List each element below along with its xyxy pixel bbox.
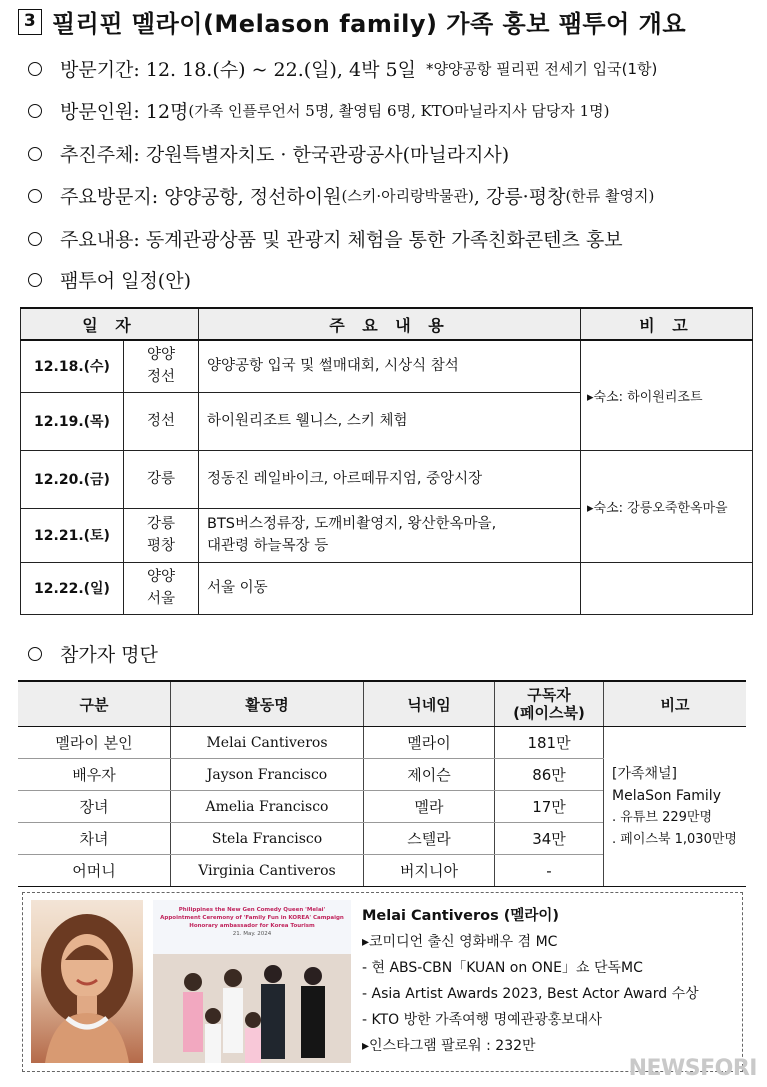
table-row: 12.20.(금) 강릉 정동진 레일바이크, 아르떼뮤지엄, 중앙시장 ▸숙소: 강릉오죽한옥마을 [21, 450, 753, 508]
header-remarks: 비 고 [581, 308, 753, 340]
circle-bullet-icon [28, 104, 42, 118]
period-note: *양양공항 필리핀 전세기 입국(1항) [425, 60, 658, 78]
bullet-period: 방문기간: 12. 18.(수) ~ 22.(일), 4박 5일 *양양공항 필리핀 전세기 입국(1항) [28, 55, 657, 82]
remark-lodging-2: ▸숙소: 강릉오죽한옥마을 [581, 450, 753, 562]
remark-lodging-1: ▸숙소: 하이원리조트 [581, 340, 753, 450]
profile-name: Melai Cantiveros (멜라이) [362, 908, 560, 924]
section-number: 3 [18, 9, 42, 35]
table-row: 12.19.(목) 정선 하이원리조트 웰니스, 스키 체험 [21, 392, 753, 450]
table-row: 12.18.(수) 양양 정선 양양공항 입국 및 썰매대회, 시상식 참석 ▸숙소: 하이원리조트 [21, 340, 753, 392]
table-row: 장녀 Amelia Francisco 멜라 17만 [18, 791, 746, 823]
circle-bullet-icon [28, 147, 42, 161]
table-row: 멜라이 본인 Melai Cantiveros 멜라이 181만 [가족채널] MelaSon Family . 유튜브 229만명 . 페이스북 1,030만명 [18, 727, 746, 759]
header-date: 일 자 [21, 308, 199, 340]
bullet-organizer: 추진주체: 강원특별자치도 · 한국관광공사(마닐라지사) [28, 140, 509, 167]
table-row: 어머니 Virginia Cantiveros 버지니아 - [18, 855, 746, 887]
participants-header-row: 구분 활동명 닉네임 구독자 (페이스북) 비고 [18, 681, 746, 727]
title-text: 필리핀 멜라이(Melason family) 가족 홍보 팸투어 개요 [52, 10, 687, 38]
circle-bullet-icon [28, 232, 42, 246]
participants-heading: 참가자 명단 [28, 640, 158, 667]
table-row: 배우자 Jayson Francisco 제이슨 86만 [18, 759, 746, 791]
watermark-logo: NEWSFORI [628, 1056, 757, 1081]
bullet-schedule: 팸투어 일정(안) [28, 266, 191, 293]
circle-bullet-icon [28, 273, 42, 287]
ceremony-photo: Philippines the New Gen Comedy Queen 'Melai' Appointment Ceremony of 'Family Fun in KOREA' Campaign Honorary ambassador for Korea Tourism 21. May. 2024 [153, 900, 351, 1063]
profile-box [22, 892, 743, 1072]
header-content: 주 요 내 용 [199, 308, 581, 340]
circle-bullet-icon [28, 62, 42, 76]
circle-bullet-icon [28, 647, 42, 661]
bullet-content: 주요내용: 동계관광상품 및 관광지 체험을 통한 가족친화콘텐츠 홍보 [28, 225, 623, 252]
profile-text: Melai Cantiveros (멜라이) ▸코미디언 출신 영화배우 겸 MC - 현 ABS-CBN「KUAN on ONE」쇼 단독MC - Asia Artist Awards 2023, Best Actor Award 수상 - KTO 방한 가족여행 명예관광홍보대사 ▸인스타그램 팔로워 : 232만 [362, 903, 699, 1059]
bullet-people: 방문인원: 12명 (가족 인플루언서 5명, 촬영팀 6명, KTO마닐라지사 담당자 1명) [28, 97, 609, 124]
table-row: 12.21.(토) 강릉 평창 BTS버스정류장, 도깨비촬영지, 왕산한옥마을, 대관령 하늘목장 등 [21, 508, 753, 562]
schedule-header-row [21, 308, 753, 340]
table-row: 차녀 Stela Francisco 스텔라 34만 [18, 823, 746, 855]
participants-table [18, 680, 746, 887]
table-row: 12.22.(일) 양양 서울 서울 이동 [21, 562, 753, 614]
melai-portrait-photo [31, 900, 143, 1063]
bullet-destinations: 주요방문지: 양양공항, 정선하이원 (스키·아리랑박물관) , 강릉·평창 (한류 촬영지) [28, 182, 654, 209]
family-channel-remarks: [가족채널] MelaSon Family . 유튜브 229만명 . 페이스북 1,030만명 [604, 727, 747, 887]
page-title [18, 4, 686, 39]
schedule-table [20, 307, 753, 615]
circle-bullet-icon [28, 189, 42, 203]
